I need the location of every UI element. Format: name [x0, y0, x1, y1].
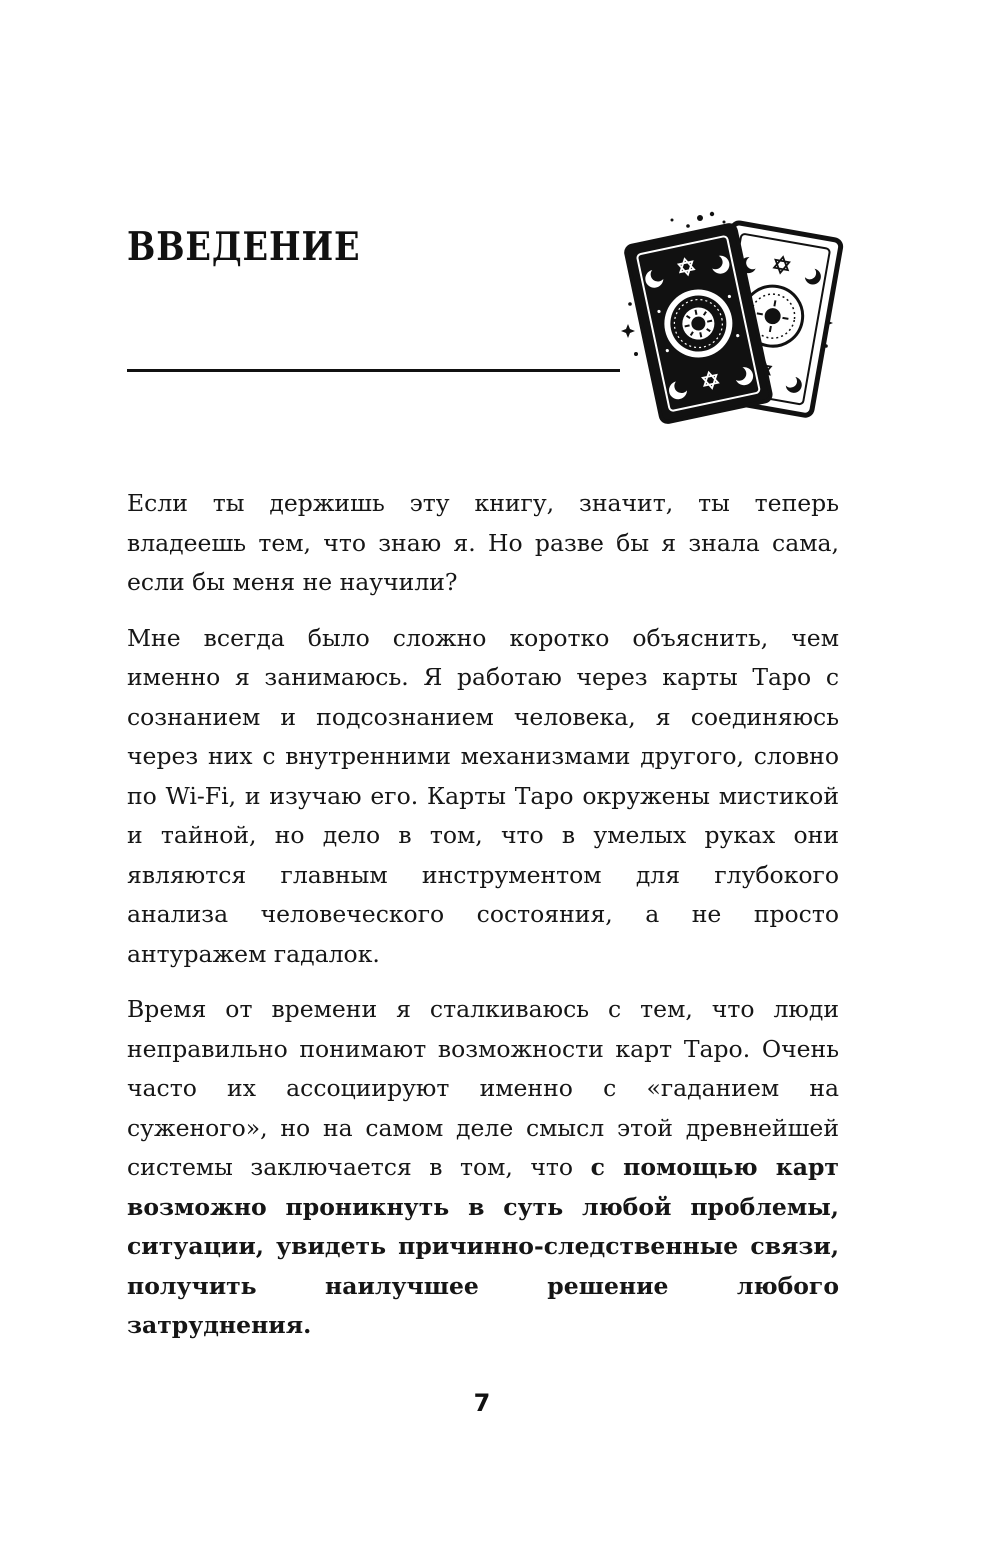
tarot-cards-icon — [612, 204, 844, 426]
paragraph-3-text: Время от времени я сталкиваюсь с тем, что люди неправильно понимают возможности карт Таро. Очень часто их ассоциируют именно с «гаданием на суженого», но на самом деле смысл этой древнейшей системы заключается в том, что — [127, 995, 839, 1181]
paragraph-2 — [127, 619, 839, 975]
paragraph-1-text: Если ты держишь эту книгу, значит, ты теперь владеешь тем, что знаю я. Но разве бы я знала сама, если бы меня не научили? — [127, 489, 839, 596]
paragraph-3-emphasis: с помощью карт возможно проникнуть в суть любой проблемы, ситуации, увидеть причинно-следственные связи, получить наилучшее решение любого затруднения. — [127, 1153, 839, 1339]
page-number: 7 — [473, 1389, 491, 1417]
paragraph-2-text: Мне всегда было сложно коротко объяснить, чем именно я занимаюсь. Я работаю через карты Таро с сознанием и подсознанием человека, я соединяюсь через них с внутренними механизмами другого, словно по Wi-Fi, и изучаю его. Карты Таро окружены мистикой и тайной, но дело в том, что в умелых руках они являются главным инструментом для глубокого анализа человеческого состояния, а не просто антуражем гадалок. — [127, 623, 839, 968]
title-divider — [127, 369, 620, 372]
paragraph-3 — [127, 990, 839, 1346]
body-text — [127, 484, 839, 1362]
chapter-title: ВВЕДЕНИЕ — [127, 224, 361, 270]
paragraph-1 — [127, 484, 839, 603]
